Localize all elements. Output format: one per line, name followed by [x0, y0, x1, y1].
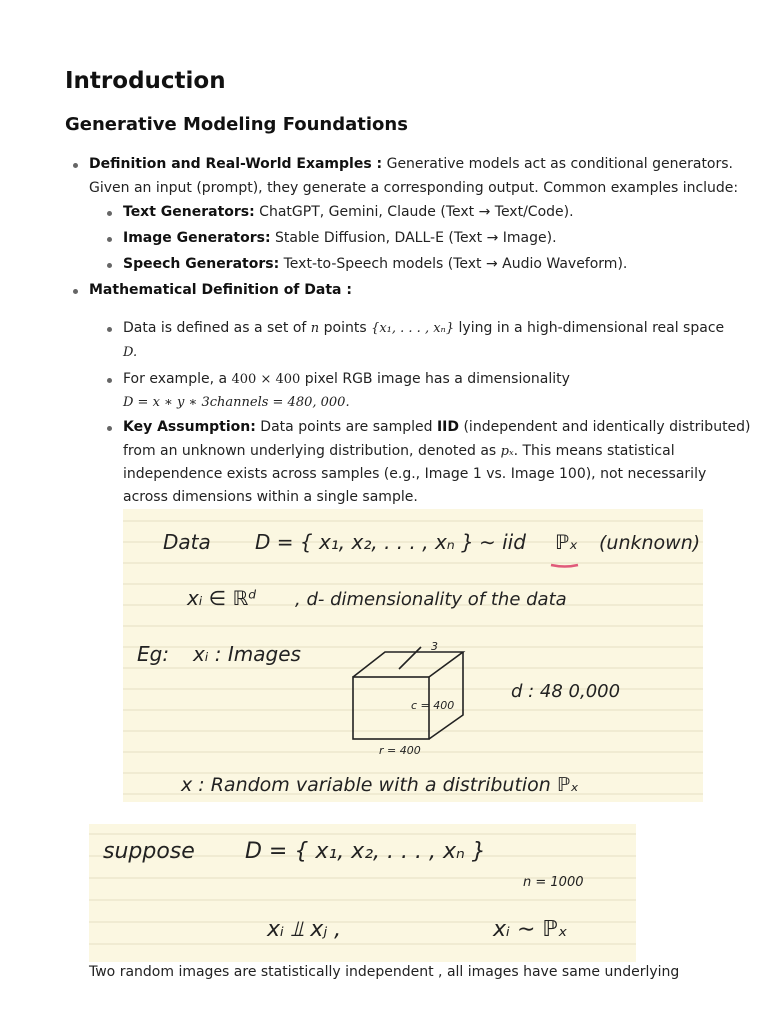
- definition-line-2: Given an input (prompt), they generate a corresponding output. Common examples include:: [89, 180, 739, 196]
- text-span: from an unknown underlying distribution, denoted as: [123, 443, 501, 459]
- iid-label: IID: [436, 419, 460, 435]
- bullet-dot: [107, 426, 112, 431]
- math-label: Mathematical Definition of Data :: [89, 282, 352, 298]
- text-span: Data points are sampled: [255, 419, 437, 435]
- hw-xi-distribution: xᵢ ∼ ℙₓ: [493, 917, 568, 942]
- text-span: lying in a high-dimensional real space: [454, 320, 725, 336]
- math-400x400: 400 × 400: [231, 372, 301, 387]
- item-text: Text-to-Speech models (Text → Audio Waveform).: [279, 256, 628, 272]
- text-span: pixel RGB image has a dimensionality: [300, 371, 570, 387]
- math-item-3-line-4: across dimensions within a single sample.: [123, 489, 418, 505]
- bullet-dot: [73, 289, 78, 294]
- item-text: ChatGPT, Gemini, Claude (Text → Text/Code).: [254, 204, 574, 220]
- item-label: Speech Generators:: [123, 256, 280, 272]
- math-item-2-line-1: [123, 368, 570, 391]
- list-item-image-generators: [123, 227, 557, 250]
- notes-drawing: [89, 824, 636, 962]
- definition-text: Generative models act as conditional generators.: [382, 156, 734, 172]
- bullet-dot: [73, 163, 78, 168]
- hw-dimensionality: , d- dimensionality of the data: [295, 589, 567, 610]
- math-n: n: [310, 321, 320, 336]
- list-item-speech-generators: [123, 253, 627, 276]
- key-assumption-label: Key Assumption:: [123, 419, 256, 435]
- bullet-dot: [107, 263, 112, 268]
- list-item-text-generators: [123, 201, 574, 224]
- hw-dataset-set: D = { x₁, x₂, . . . , xₙ }: [245, 839, 486, 864]
- math-item-3-line-2: [123, 440, 675, 463]
- text-span: points: [319, 320, 372, 336]
- item-label: Text Generators:: [123, 204, 255, 220]
- underline-mark: [551, 565, 578, 567]
- math-item-3-line-3: independence exists across samples (e.g., Image 1 vs. Image 100), not necessarily: [123, 466, 707, 482]
- cube-channel-label: c = 400: [411, 699, 455, 712]
- item-text: Stable Diffusion, DALL-E (Text → Image).: [270, 230, 557, 246]
- math-formula: D = x ∗ y ∗ 3channels = 480, 000.: [123, 395, 350, 410]
- hw-suppose: suppose: [103, 839, 195, 864]
- hw-random-variable: x : Random variable with a distribution ℙₓ: [181, 774, 579, 796]
- bullet-dot: [107, 211, 112, 216]
- handwritten-notes-image: [123, 509, 703, 802]
- cube-row-label: r = 400: [379, 744, 421, 757]
- notes-drawing: [123, 509, 703, 802]
- footer-paragraph: Two random images are statistically independent , all images have same underlying: [89, 964, 680, 980]
- hw-eg: Eg:: [137, 642, 170, 666]
- hw-data-label: Data: [163, 530, 211, 554]
- math-px: pₓ: [500, 444, 514, 459]
- definition-label: Definition and Real-World Examples :: [89, 156, 383, 172]
- item-label: Image Generators:: [123, 230, 271, 246]
- math-D: D.: [123, 345, 138, 360]
- math-item-2-line-2: [123, 391, 350, 414]
- bullet-dot: [107, 378, 112, 383]
- handwritten-notes-image: [89, 824, 636, 962]
- math-set: {x₁, . . . , xₙ}: [371, 321, 455, 336]
- text-span: For example, a: [123, 371, 232, 387]
- hw-xi-in-rd: xᵢ ∈ ℝᵈ: [187, 586, 257, 610]
- cube-depth-label: 3: [431, 640, 438, 653]
- bullet-dot: [107, 327, 112, 332]
- section-title: Generative Modeling Foundations: [65, 114, 408, 135]
- text-span: . This means statistical: [513, 443, 675, 459]
- math-item-1-line-2: [123, 341, 137, 364]
- math-item-1-line-1: [123, 317, 724, 340]
- definition-line-1: [89, 153, 733, 176]
- math-item-3-line-1: [123, 416, 751, 439]
- text-span: (independent and identically distributed): [459, 419, 751, 435]
- hw-n-1000: n = 1000: [523, 875, 584, 890]
- hw-d-value: d : 48 0,000: [511, 681, 621, 702]
- hw-dataset-set: D = { x₁, x₂, . . . , xₙ }: [255, 530, 474, 554]
- bullet-dot: [107, 237, 112, 242]
- hw-images: xᵢ : Images: [193, 642, 301, 666]
- math-definition-label: [89, 279, 352, 302]
- hw-independence: xᵢ ⫫ xⱼ ,: [267, 917, 342, 942]
- hw-unknown: (unknown): [599, 532, 701, 554]
- hw-iid: ∼ iid: [479, 530, 526, 554]
- page-title: Introduction: [65, 68, 226, 94]
- hw-px: ℙₓ: [555, 530, 578, 554]
- cube-sketch: [353, 647, 463, 739]
- text-span: Data is defined as a set of: [123, 320, 311, 336]
